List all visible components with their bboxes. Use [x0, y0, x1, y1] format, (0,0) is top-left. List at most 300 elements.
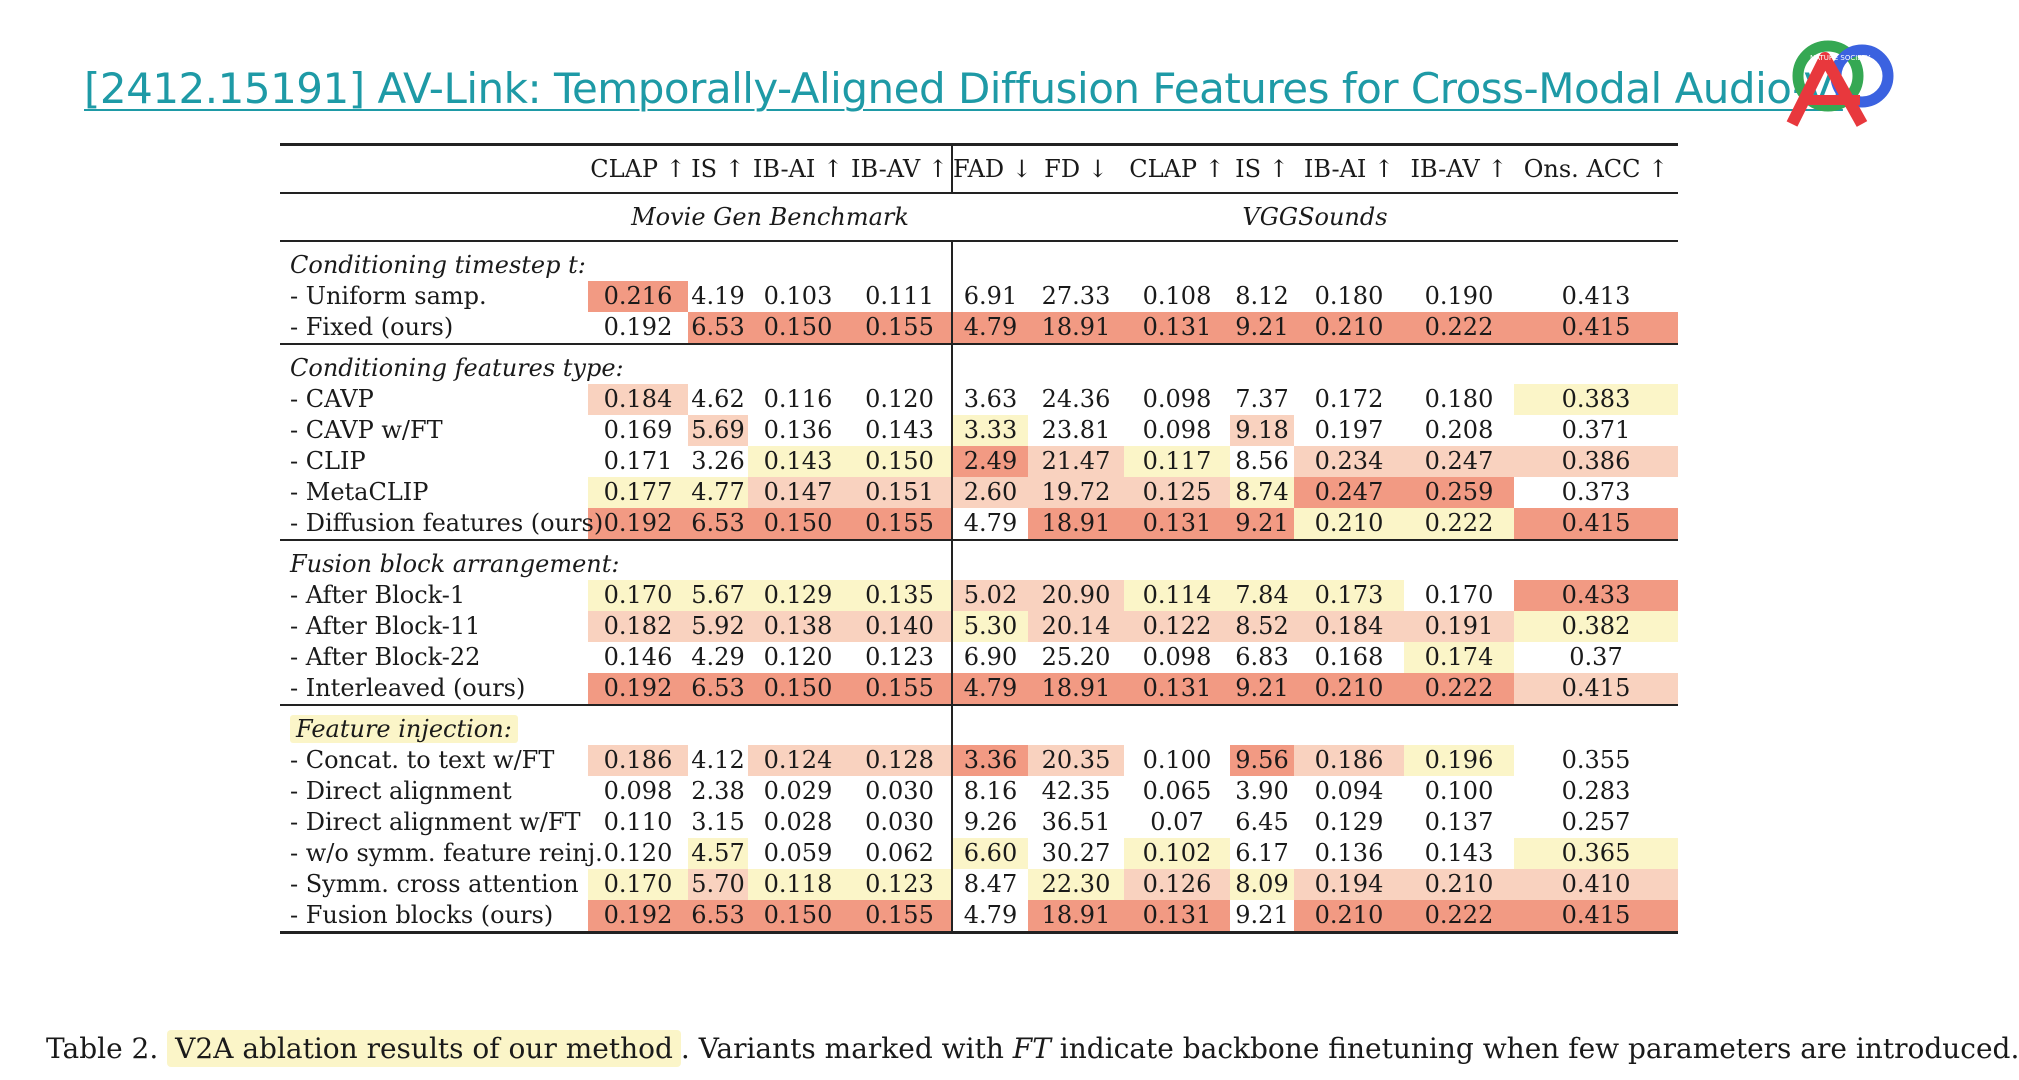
value-cell: 0.194 — [1294, 869, 1404, 900]
section-empty-cell — [1124, 705, 1230, 745]
value-cell: 0.120 — [763, 643, 833, 671]
section-empty-cell — [1294, 344, 1404, 384]
value-cell: 5.02 — [952, 580, 1028, 611]
value-cell: 0.059 — [763, 839, 833, 867]
value-cell: 6.53 — [688, 312, 748, 344]
value-cell: 0.098 — [603, 777, 673, 805]
section-empty-cell — [1404, 241, 1514, 281]
value-cell: 0.410 — [1514, 869, 1678, 900]
value-cell: 0.110 — [603, 808, 673, 836]
value-cell: 23.81 — [1041, 416, 1111, 444]
value-cell: 0.117 — [1124, 446, 1230, 477]
section-empty-cell — [1514, 705, 1678, 745]
value-cell: 0.124 — [748, 745, 848, 776]
benchmark-vggsounds: VGGSounds — [952, 193, 1678, 241]
value-cell: 3.90 — [1235, 777, 1289, 805]
value-cell: 0.222 — [1404, 900, 1514, 933]
value-cell: 0.131 — [1124, 673, 1230, 705]
row-label: - Concat. to text w/FT — [290, 746, 555, 774]
value-cell: 0.100 — [1142, 746, 1212, 774]
value-cell: 4.57 — [688, 838, 748, 869]
section-empty-cell — [688, 344, 748, 384]
table-row — [280, 745, 1678, 776]
value-cell: 0.371 — [1561, 416, 1631, 444]
value-cell: 0.143 — [748, 446, 848, 477]
value-cell: 0.131 — [1124, 508, 1230, 540]
value-cell: 0.184 — [1294, 611, 1404, 642]
value-cell: 0.247 — [1294, 477, 1404, 508]
column-header: FD ↓ — [1028, 145, 1124, 194]
value-cell: 0.192 — [603, 313, 673, 341]
value-cell: 3.36 — [952, 745, 1028, 776]
value-cell: 0.222 — [1404, 312, 1514, 344]
value-cell: 0.208 — [1424, 416, 1494, 444]
value-cell: 0.168 — [1314, 643, 1384, 671]
section-empty-cell — [1124, 540, 1230, 580]
value-cell: 0.415 — [1514, 900, 1678, 933]
row-label: - After Block-22 — [290, 643, 481, 671]
value-cell: 0.210 — [1294, 508, 1404, 540]
value-cell: 0.111 — [848, 281, 952, 312]
value-cell: 0.170 — [1424, 581, 1494, 609]
value-cell: 0.386 — [1514, 446, 1678, 477]
value-cell: 6.53 — [688, 508, 748, 540]
row-label: - CAVP w/FT — [290, 416, 443, 444]
section-empty-cell — [1404, 540, 1514, 580]
value-cell: 6.83 — [1235, 643, 1289, 671]
caption-ft: FT — [1012, 1032, 1051, 1065]
value-cell: 21.47 — [1028, 446, 1124, 477]
value-cell: 42.35 — [1041, 777, 1111, 805]
value-cell: 0.383 — [1514, 384, 1678, 415]
paper-title-link[interactable]: [2412.15191] AV-Link: Temporally-Aligned Diffusion Features for Cross-Modal Audio-Vi — [84, 64, 1843, 113]
value-cell: 6.91 — [963, 282, 1018, 310]
value-cell: 0.065 — [1142, 777, 1212, 805]
value-cell: 5.70 — [688, 869, 748, 900]
table-row — [280, 869, 1678, 900]
section-empty-cell — [1230, 540, 1294, 580]
value-cell: 0.102 — [1124, 838, 1230, 869]
section-empty-cell — [952, 540, 1028, 580]
table-row — [280, 477, 1678, 508]
value-cell: 0.196 — [1404, 745, 1514, 776]
value-cell: 0.120 — [603, 839, 673, 867]
table-row — [280, 281, 1678, 312]
value-cell: 0.116 — [763, 385, 833, 413]
benchmark-row — [280, 193, 1678, 241]
value-cell: 0.173 — [1294, 580, 1404, 611]
value-cell: 0.122 — [1124, 611, 1230, 642]
value-cell: 9.21 — [1230, 508, 1294, 540]
header-row — [280, 145, 1678, 194]
value-cell: 0.192 — [588, 508, 688, 540]
row-label: - Fixed (ours) — [290, 313, 454, 341]
section-empty-cell — [1028, 540, 1124, 580]
value-cell: 0.365 — [1514, 838, 1678, 869]
value-cell: 20.90 — [1028, 580, 1124, 611]
section-empty-cell — [1230, 344, 1294, 384]
column-header: IS ↑ — [688, 145, 748, 194]
value-cell: 0.155 — [848, 900, 952, 933]
section-empty-cell — [1404, 344, 1514, 384]
table-row — [280, 673, 1678, 705]
value-cell: 0.125 — [1124, 477, 1230, 508]
value-cell: 25.20 — [1041, 643, 1111, 671]
section-empty-cell — [748, 705, 848, 745]
value-cell: 0.150 — [748, 900, 848, 933]
value-cell: 4.79 — [952, 312, 1028, 344]
value-cell: 3.26 — [691, 447, 745, 475]
section-empty-cell — [1404, 705, 1514, 745]
value-cell: 0.283 — [1561, 777, 1631, 805]
value-cell: 9.21 — [1230, 673, 1294, 705]
row-label: - CAVP — [290, 385, 374, 413]
table-row — [280, 611, 1678, 642]
value-cell: 0.177 — [588, 477, 688, 508]
value-cell: 0.222 — [1404, 508, 1514, 540]
value-cell: 8.47 — [963, 870, 1018, 898]
value-cell: 5.30 — [952, 611, 1028, 642]
section-empty-cell — [848, 241, 952, 281]
value-cell: 0.150 — [748, 673, 848, 705]
section-empty-cell — [1230, 241, 1294, 281]
section-empty-cell — [688, 540, 748, 580]
value-cell: 6.17 — [1235, 839, 1289, 867]
value-cell: 20.14 — [1028, 611, 1124, 642]
value-cell: 0.382 — [1514, 611, 1678, 642]
value-cell: 6.60 — [952, 838, 1028, 869]
section-empty-cell — [952, 705, 1028, 745]
table-row — [280, 508, 1678, 540]
value-cell: 0.114 — [1124, 580, 1230, 611]
section-row — [280, 540, 1678, 580]
value-cell: 0.180 — [1424, 385, 1494, 413]
value-cell: 0.247 — [1404, 446, 1514, 477]
value-cell: 8.12 — [1235, 282, 1289, 310]
row-label: - Diffusion features (ours) — [290, 509, 604, 537]
row-label: - MetaCLIP — [290, 478, 429, 506]
value-cell: 0.413 — [1561, 282, 1631, 310]
value-cell: 0.143 — [848, 415, 952, 446]
value-cell: 5.92 — [688, 611, 748, 642]
value-cell: 27.33 — [1041, 282, 1111, 310]
value-cell: 0.098 — [1142, 643, 1212, 671]
value-cell: 4.29 — [691, 643, 745, 671]
value-cell: 0.129 — [748, 580, 848, 611]
value-cell: 9.21 — [1230, 312, 1294, 344]
value-cell: 0.118 — [748, 869, 848, 900]
value-cell: 3.63 — [963, 385, 1018, 413]
section-row — [280, 344, 1678, 384]
value-cell: 0.128 — [848, 745, 952, 776]
value-cell: 0.098 — [1142, 416, 1212, 444]
section-empty-cell — [588, 705, 688, 745]
value-cell: 3.15 — [691, 808, 745, 836]
value-cell: 30.27 — [1041, 839, 1111, 867]
value-cell: 0.191 — [1404, 611, 1514, 642]
value-cell: 0.100 — [1424, 777, 1494, 805]
section-empty-cell — [1294, 540, 1404, 580]
section-empty-cell — [1514, 344, 1678, 384]
value-cell: 0.172 — [1314, 385, 1384, 413]
table-row — [280, 642, 1678, 673]
value-cell: 2.60 — [952, 477, 1028, 508]
value-cell: 0.094 — [1314, 777, 1384, 805]
value-cell: 0.120 — [848, 384, 952, 415]
section-empty-cell — [748, 241, 848, 281]
table-row — [280, 384, 1678, 415]
value-cell: 0.131 — [1124, 900, 1230, 933]
section-title — [280, 344, 624, 384]
value-cell: 0.433 — [1514, 580, 1678, 611]
value-cell: 8.74 — [1230, 477, 1294, 508]
value-cell: 4.77 — [688, 477, 748, 508]
section-empty-cell — [1514, 241, 1678, 281]
value-cell: 0.150 — [848, 446, 952, 477]
value-cell: 0.07 — [1150, 808, 1204, 836]
value-cell: 0.136 — [1314, 839, 1384, 867]
value-cell: 0.186 — [588, 745, 688, 776]
row-label: - w/o symm. feature reinj. — [290, 839, 603, 867]
value-cell: 0.210 — [1294, 900, 1404, 933]
section-empty-cell — [1294, 241, 1404, 281]
value-cell: 0.186 — [1294, 745, 1404, 776]
value-cell: 0.030 — [848, 807, 952, 838]
value-cell: 0.184 — [588, 384, 688, 415]
section-empty-cell — [1028, 705, 1124, 745]
value-cell: 0.355 — [1561, 746, 1631, 774]
benchmark-empty-cell — [280, 193, 588, 241]
value-cell: 18.91 — [1028, 508, 1124, 540]
row-label: - After Block-1 — [290, 581, 466, 609]
row-label: - After Block-11 — [290, 612, 481, 640]
table-row — [280, 807, 1678, 838]
value-cell: 0.151 — [848, 477, 952, 508]
value-cell: 4.79 — [952, 673, 1028, 705]
value-cell: 22.30 — [1028, 869, 1124, 900]
value-cell: 0.155 — [848, 508, 952, 540]
value-cell: 4.62 — [691, 385, 745, 413]
value-cell: 36.51 — [1041, 808, 1111, 836]
row-label: - Uniform samp. — [290, 282, 487, 310]
value-cell: 2.38 — [691, 777, 745, 805]
value-cell: 0.108 — [1142, 282, 1212, 310]
column-header: IB-AV ↑ — [848, 145, 952, 194]
table-row — [280, 838, 1678, 869]
value-cell: 0.140 — [848, 611, 952, 642]
value-cell: 0.098 — [1142, 385, 1212, 413]
section-title-text: Conditioning timestep t: — [290, 251, 586, 279]
table-row — [280, 580, 1678, 611]
value-cell: 0.170 — [588, 580, 688, 611]
value-cell: 0.155 — [848, 673, 952, 705]
value-cell: 0.373 — [1561, 478, 1631, 506]
value-cell: 20.35 — [1028, 745, 1124, 776]
value-cell: 9.21 — [1230, 900, 1294, 933]
value-cell: 0.150 — [748, 312, 848, 344]
value-cell: 0.135 — [848, 580, 952, 611]
value-cell: 19.72 — [1028, 477, 1124, 508]
value-cell: 0.126 — [1124, 869, 1230, 900]
caption-text-2: indicate backbone finetuning when few parameters are introduced. — [1050, 1032, 2019, 1065]
column-header: IB-AI ↑ — [1294, 145, 1404, 194]
value-cell: 0.210 — [1404, 869, 1514, 900]
value-cell: 0.171 — [603, 447, 673, 475]
value-cell: 0.216 — [588, 281, 688, 312]
value-cell: 0.123 — [848, 869, 952, 900]
section-empty-cell — [848, 705, 952, 745]
value-cell: 6.45 — [1235, 808, 1289, 836]
row-label: - Direct alignment w/FT — [290, 808, 581, 836]
value-cell: 8.09 — [1230, 869, 1294, 900]
value-cell: 9.56 — [1230, 745, 1294, 776]
section-empty-cell — [952, 241, 1028, 281]
column-header: CLAP ↑ — [588, 145, 688, 194]
row-label: - Interleaved (ours) — [290, 674, 526, 702]
value-cell: 0.234 — [1294, 446, 1404, 477]
section-row — [280, 705, 1678, 745]
value-cell: 0.129 — [1314, 808, 1384, 836]
value-cell: 0.170 — [588, 869, 688, 900]
value-cell: 9.18 — [1230, 415, 1294, 446]
logo-lettering: NATURE SOCIETY — [1810, 54, 1871, 62]
value-cell: 7.37 — [1235, 385, 1289, 413]
value-cell: 8.16 — [963, 777, 1018, 805]
ablation-table — [280, 143, 1678, 934]
nature-society-logo-icon — [1770, 36, 1900, 126]
value-cell: 0.123 — [848, 642, 952, 673]
benchmark-movie-gen: Movie Gen Benchmark — [588, 193, 952, 241]
value-cell: 0.192 — [588, 900, 688, 933]
section-empty-cell — [1514, 540, 1678, 580]
value-cell: 18.91 — [1028, 673, 1124, 705]
value-cell: 0.137 — [1424, 808, 1494, 836]
table-row — [280, 415, 1678, 446]
value-cell: 0.169 — [603, 416, 673, 444]
section-empty-cell — [1294, 705, 1404, 745]
section-title-text: Conditioning features type: — [290, 354, 624, 382]
value-cell: 5.69 — [688, 415, 748, 446]
value-cell: 4.12 — [691, 746, 745, 774]
value-cell: 0.257 — [1561, 808, 1631, 836]
caption-prefix: Table 2. — [46, 1032, 159, 1065]
value-cell: 0.210 — [1294, 673, 1404, 705]
section-row — [280, 241, 1678, 281]
section-title — [280, 705, 588, 745]
value-cell: 0.146 — [603, 643, 673, 671]
value-cell: 4.79 — [952, 900, 1028, 933]
section-title-text: Feature injection: — [290, 715, 518, 743]
column-header: Ons. ACC ↑ — [1514, 145, 1678, 194]
section-empty-cell — [688, 241, 748, 281]
row-label: - Fusion blocks (ours) — [280, 900, 588, 933]
column-header: FAD ↓ — [952, 145, 1028, 194]
value-cell: 4.19 — [691, 282, 745, 310]
value-cell: 0.415 — [1514, 312, 1678, 344]
value-cell: 0.062 — [848, 838, 952, 869]
value-cell: 0.143 — [1424, 839, 1494, 867]
column-header: IB-AI ↑ — [748, 145, 848, 194]
section-empty-cell — [848, 540, 952, 580]
value-cell: 6.90 — [963, 643, 1018, 671]
row-label: - Direct alignment — [290, 777, 512, 805]
section-empty-cell — [1230, 705, 1294, 745]
caption-highlight: V2A ablation results of our method — [167, 1030, 681, 1067]
value-cell: 0.190 — [1424, 282, 1494, 310]
value-cell: 0.182 — [588, 611, 688, 642]
value-cell: 0.028 — [763, 808, 833, 836]
section-empty-cell — [952, 344, 1028, 384]
value-cell: 0.259 — [1404, 477, 1514, 508]
row-label: - Symm. cross attention — [290, 870, 579, 898]
table-row — [280, 312, 1678, 344]
value-cell: 0.136 — [763, 416, 833, 444]
column-header: CLAP ↑ — [1124, 145, 1230, 194]
value-cell: 0.180 — [1314, 282, 1384, 310]
section-empty-cell — [588, 241, 688, 281]
value-cell: 3.33 — [952, 415, 1028, 446]
section-title-text: Fusion block arrangement: — [290, 550, 620, 578]
value-cell: 5.67 — [688, 580, 748, 611]
value-cell: 0.37 — [1569, 643, 1623, 671]
section-empty-cell — [1028, 344, 1124, 384]
value-cell: 0.138 — [748, 611, 848, 642]
header-empty-cell — [280, 145, 588, 194]
value-cell: 0.147 — [748, 477, 848, 508]
value-cell: 0.103 — [763, 282, 833, 310]
value-cell: 0.415 — [1514, 508, 1678, 540]
value-cell: 0.030 — [848, 776, 952, 807]
value-cell: 0.210 — [1294, 312, 1404, 344]
value-cell: 0.174 — [1404, 642, 1514, 673]
section-empty-cell — [748, 540, 848, 580]
value-cell: 0.415 — [1514, 673, 1678, 705]
section-title — [280, 540, 620, 580]
value-cell: 0.150 — [748, 508, 848, 540]
section-empty-cell — [1124, 344, 1230, 384]
value-cell: 4.79 — [963, 509, 1018, 537]
section-title — [280, 241, 588, 281]
value-cell: 18.91 — [1028, 900, 1124, 933]
section-empty-cell — [848, 344, 952, 384]
value-cell: 0.029 — [763, 777, 833, 805]
table-row — [280, 776, 1678, 807]
section-empty-cell — [688, 705, 748, 745]
row-label: - CLIP — [290, 447, 366, 475]
table-row — [280, 446, 1678, 477]
value-cell: 18.91 — [1028, 312, 1124, 344]
section-empty-cell — [1028, 241, 1124, 281]
value-cell: 6.53 — [688, 900, 748, 933]
column-header: IS ↑ — [1230, 145, 1294, 194]
column-header: IB-AV ↑ — [1404, 145, 1514, 194]
value-cell: 0.192 — [588, 673, 688, 705]
value-cell: 6.53 — [688, 673, 748, 705]
value-cell: 0.222 — [1404, 673, 1514, 705]
value-cell: 8.52 — [1230, 611, 1294, 642]
section-empty-cell — [748, 344, 848, 384]
table-caption — [46, 1032, 2019, 1065]
value-cell: 8.56 — [1235, 447, 1289, 475]
caption-text-1: . Variants marked with — [680, 1032, 1013, 1065]
value-cell: 7.84 — [1230, 580, 1294, 611]
table-row — [280, 900, 1678, 933]
value-cell: 2.49 — [952, 446, 1028, 477]
value-cell: 24.36 — [1041, 385, 1111, 413]
section-empty-cell — [1124, 241, 1230, 281]
value-cell: 0.155 — [848, 312, 952, 344]
value-cell: 0.197 — [1314, 416, 1384, 444]
